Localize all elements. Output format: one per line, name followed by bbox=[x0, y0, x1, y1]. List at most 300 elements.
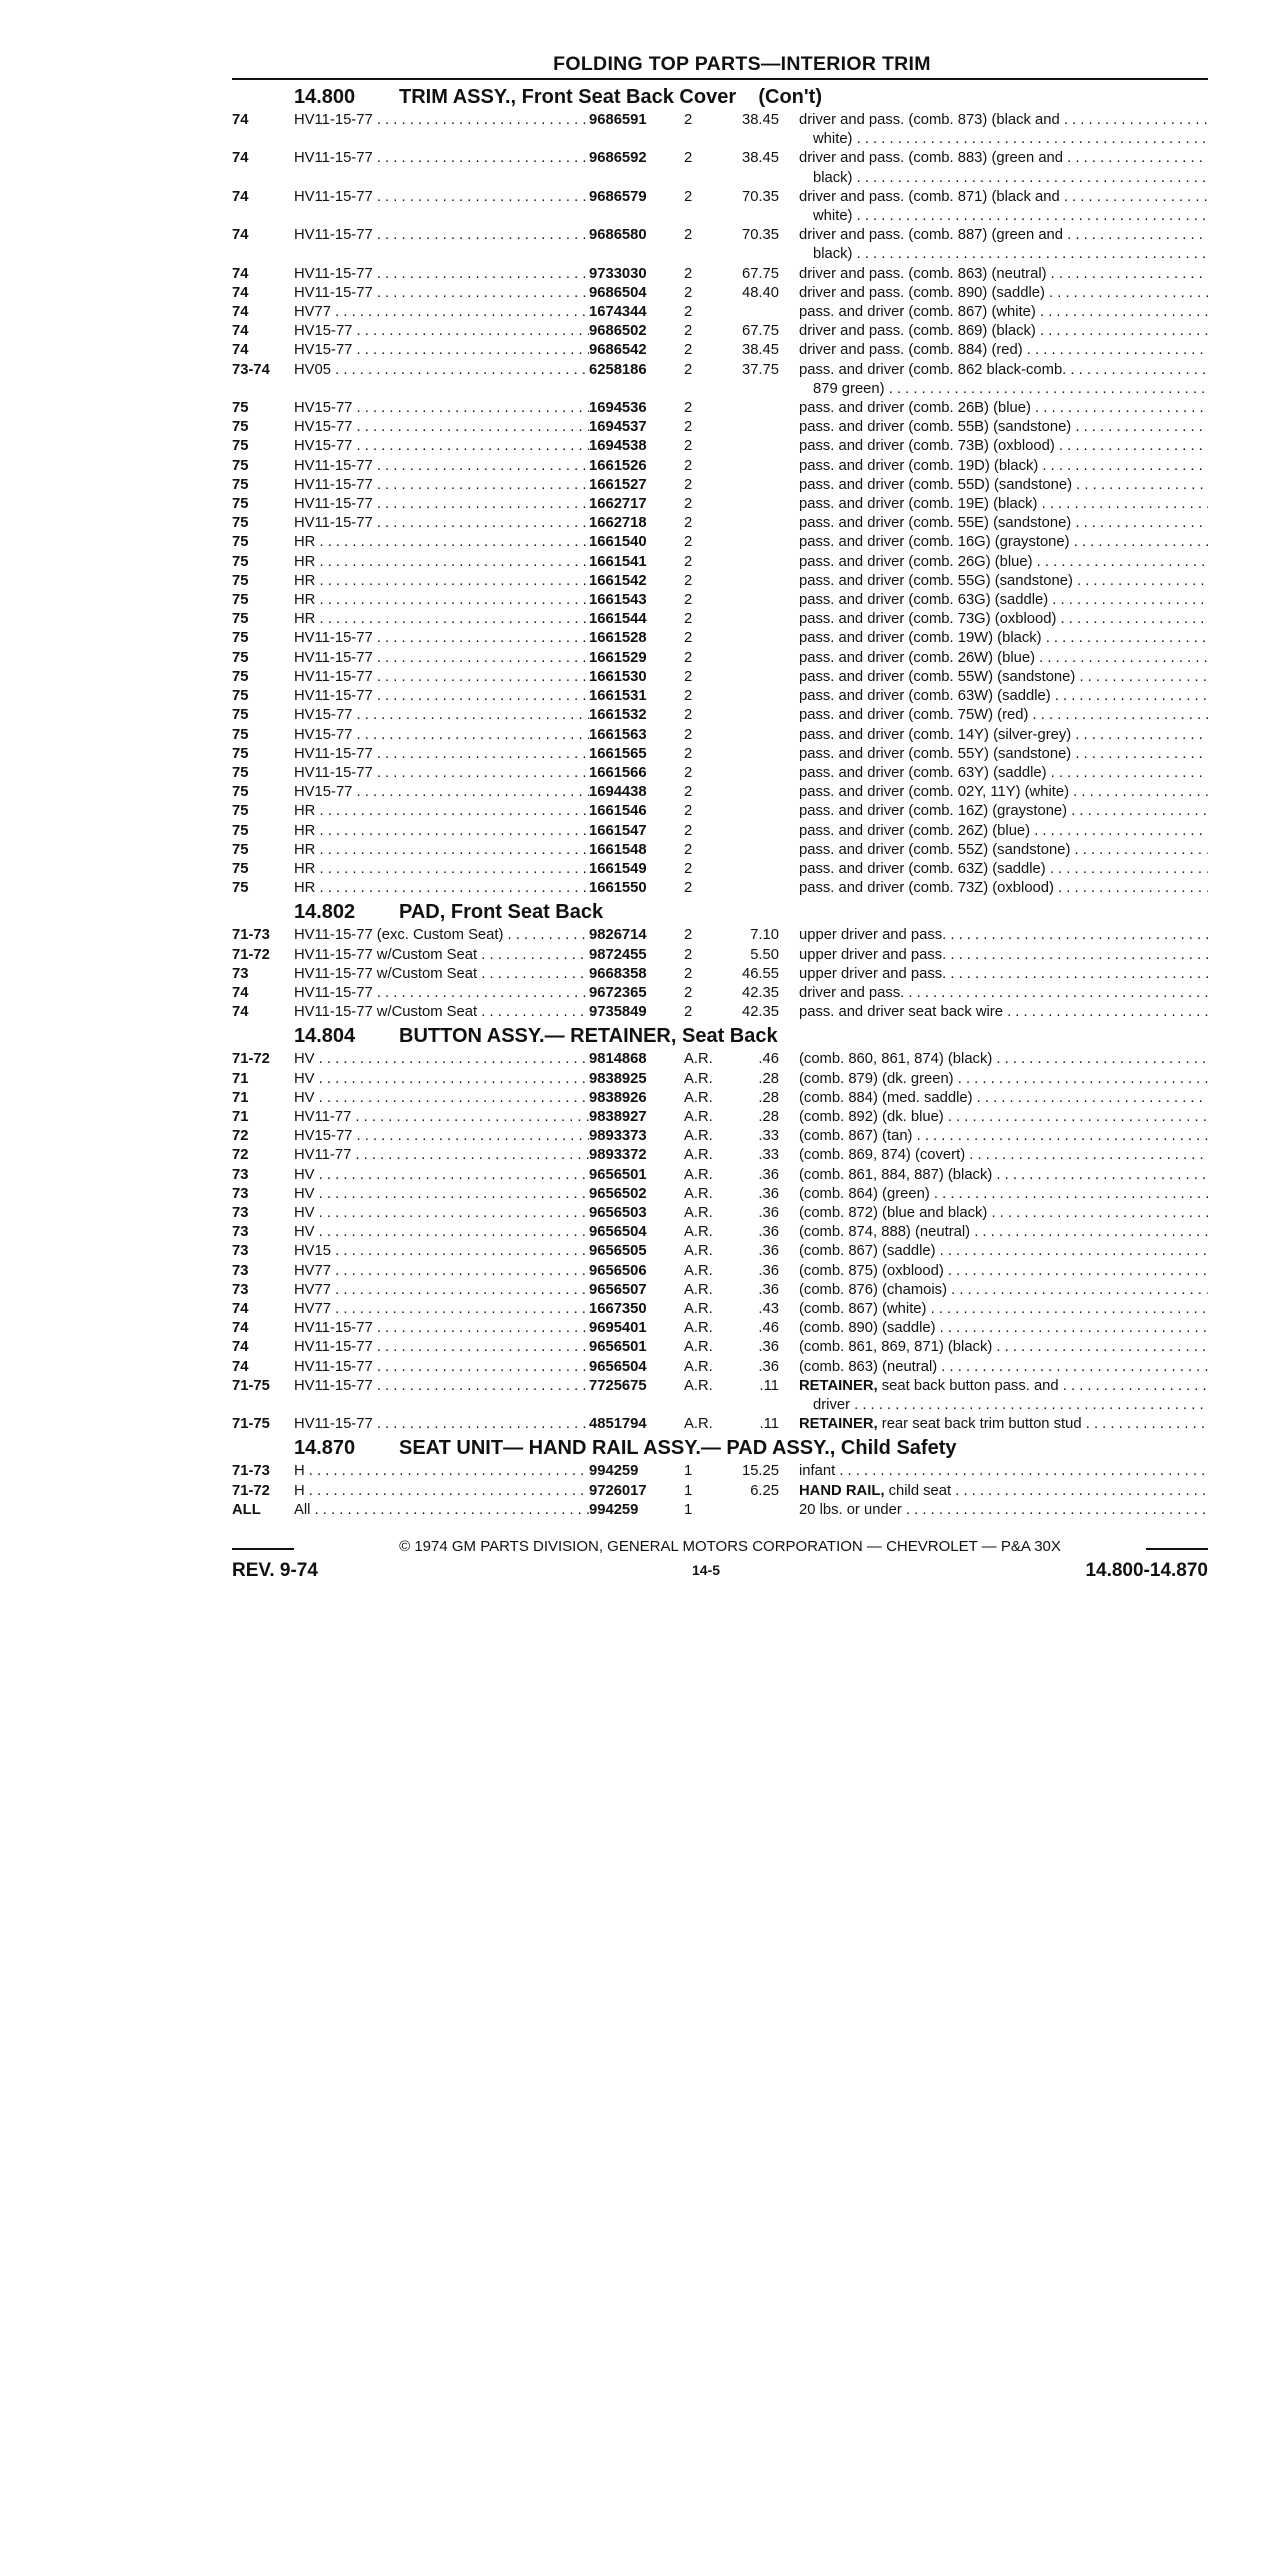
model-cell: HV . . . bbox=[294, 1185, 589, 1204]
catalog-page bbox=[232, 52, 1208, 1582]
footer-copyright: © 1974 GM PARTS DIVISION, GENERAL MOTORS CORPORATION — CHEVROLET — P&A 30X bbox=[399, 1538, 1061, 1556]
price-cell: .11 bbox=[759, 1416, 779, 1433]
description-text: driver and pass. (comb. 890) (saddle) bbox=[799, 284, 1045, 301]
year-cell: 72 bbox=[232, 1128, 249, 1145]
description-text: pass. and driver (comb. 16G) (graystone) bbox=[799, 534, 1070, 551]
description-text: pass. and driver (comb. 75W) (red) bbox=[799, 707, 1029, 724]
table-row bbox=[232, 341, 1208, 360]
part-number-cell: 9656507 bbox=[589, 1281, 647, 1298]
part-number-cell: 9672365 bbox=[589, 984, 647, 1001]
price-cell: .36 bbox=[758, 1339, 779, 1356]
table-row bbox=[232, 149, 1208, 187]
description-text: driver and pass. (comb. 883) (green and bbox=[799, 150, 1064, 167]
table-row bbox=[232, 764, 1208, 783]
description-text: (comb. 867) (white) bbox=[799, 1300, 927, 1317]
part-number-cell: 1661543 bbox=[589, 592, 647, 609]
table-row bbox=[232, 188, 1208, 226]
description-line bbox=[799, 572, 1208, 591]
table-row bbox=[232, 1070, 1208, 1089]
description-cell bbox=[799, 284, 1208, 303]
part-number-cell: 1661530 bbox=[589, 668, 647, 685]
year-cell: 74 bbox=[232, 112, 249, 128]
price-cell bbox=[719, 495, 799, 514]
price-cell: 67.75 bbox=[741, 323, 779, 340]
price-cell bbox=[719, 610, 799, 629]
price-cell: 7.10 bbox=[750, 927, 779, 944]
quantity-cell: 1 bbox=[684, 1501, 693, 1518]
price-cell: 46.55 bbox=[741, 965, 779, 982]
quantity-cell: A.R. bbox=[684, 1243, 713, 1260]
model-cell: HV11-15-77 . . . bbox=[294, 984, 589, 1003]
part-number-cell: 994259 bbox=[589, 1501, 639, 1518]
description-cell bbox=[799, 476, 1208, 495]
table-row bbox=[232, 1127, 1208, 1146]
part-number-cell: 1661566 bbox=[589, 764, 647, 781]
table-row bbox=[232, 1462, 1208, 1481]
price-cell bbox=[719, 764, 799, 783]
part-number-cell: 1662718 bbox=[589, 515, 647, 532]
description-line bbox=[799, 437, 1208, 456]
model-cell: HV11-15-77 . . . bbox=[294, 764, 589, 783]
quantity-cell: A.R. bbox=[684, 1281, 713, 1298]
price-cell bbox=[719, 802, 799, 821]
description-cell bbox=[799, 1482, 1208, 1501]
part-number-cell: 9735849 bbox=[589, 1004, 647, 1021]
price-cell: .36 bbox=[758, 1204, 779, 1221]
year-cell: 75 bbox=[232, 476, 249, 493]
table-row bbox=[232, 649, 1208, 668]
year-cell: 74 bbox=[232, 304, 249, 321]
year-cell: 74 bbox=[232, 265, 249, 282]
price-cell: 15.25 bbox=[741, 1463, 779, 1480]
part-number-cell: 9686504 bbox=[589, 284, 647, 301]
description-text: pass. and driver (comb. 14Y) (silver-grey) bbox=[799, 726, 1072, 743]
model-cell: HV . . . bbox=[294, 1050, 589, 1069]
part-number-cell: 9726017 bbox=[589, 1482, 647, 1499]
description-line bbox=[799, 1108, 1208, 1127]
description-line bbox=[799, 1396, 1208, 1415]
part-number-cell: 9656506 bbox=[589, 1262, 647, 1279]
model-cell: HV11-15-77 . . . bbox=[294, 514, 589, 533]
table-row bbox=[232, 1050, 1208, 1069]
description-text: upper driver and pass. bbox=[799, 946, 947, 963]
description-cell bbox=[799, 822, 1208, 841]
year-cell: 75 bbox=[232, 688, 249, 705]
quantity-cell: A.R. bbox=[684, 1416, 713, 1433]
description-cell bbox=[799, 149, 1208, 187]
model-cell: HV . . . bbox=[294, 1223, 589, 1242]
price-cell: 48.40 bbox=[741, 284, 779, 301]
price-cell: .36 bbox=[758, 1243, 779, 1260]
description-text: (comb. 890) (saddle) bbox=[799, 1320, 936, 1337]
price-cell: 6.25 bbox=[750, 1482, 779, 1499]
price-cell bbox=[719, 841, 799, 860]
year-cell: 74 bbox=[232, 1004, 249, 1021]
quantity-cell: A.R. bbox=[684, 1339, 713, 1356]
model-cell: HR . . . bbox=[294, 553, 589, 572]
price-cell: 70.35 bbox=[741, 188, 779, 205]
quantity-cell: 2 bbox=[684, 400, 693, 417]
description-line bbox=[799, 245, 1208, 264]
description-cell bbox=[799, 265, 1208, 284]
part-number-cell: 9656503 bbox=[589, 1204, 647, 1221]
quantity-cell: 1 bbox=[684, 1482, 693, 1499]
description-cell bbox=[799, 418, 1208, 437]
quantity-cell: A.R. bbox=[684, 1320, 713, 1337]
year-cell: 72 bbox=[232, 1147, 249, 1164]
price-cell: 42.35 bbox=[741, 984, 779, 1001]
year-cell: 75 bbox=[232, 764, 249, 781]
part-number-cell: 1661527 bbox=[589, 476, 647, 493]
model-cell: HV11-15-77 . . . bbox=[294, 476, 589, 495]
description-line bbox=[799, 1462, 1208, 1481]
description-line bbox=[799, 822, 1208, 841]
description-text: (comb. 874, 888) (neutral) bbox=[799, 1224, 971, 1241]
year-cell: 75 bbox=[232, 400, 249, 417]
description-line bbox=[799, 1070, 1208, 1089]
part-number-cell: 1661532 bbox=[589, 707, 647, 724]
quantity-cell: 2 bbox=[684, 965, 693, 982]
description-text: (comb. 867) (saddle) bbox=[799, 1243, 936, 1260]
model-cell: HV15-77 . . . bbox=[294, 726, 589, 745]
description-cell bbox=[799, 1358, 1208, 1377]
year-cell: 75 bbox=[232, 611, 249, 628]
year-cell: 74 bbox=[232, 150, 249, 167]
price-cell bbox=[719, 860, 799, 879]
quantity-cell: 2 bbox=[684, 304, 693, 321]
description-text: (comb. 884) (med. saddle) bbox=[799, 1089, 973, 1106]
table-row bbox=[232, 1501, 1208, 1520]
part-number-cell: 9668358 bbox=[589, 965, 647, 982]
description-line bbox=[799, 341, 1208, 360]
year-cell: 73 bbox=[232, 1185, 249, 1202]
table-row bbox=[232, 1415, 1208, 1434]
quantity-cell: 2 bbox=[684, 1004, 693, 1021]
quantity-cell: 2 bbox=[684, 927, 693, 944]
part-number-cell: 1661526 bbox=[589, 457, 647, 474]
description-line bbox=[799, 745, 1208, 764]
year-cell: 75 bbox=[232, 553, 249, 570]
model-cell: HR . . . bbox=[294, 572, 589, 591]
part-number-cell: 9733030 bbox=[589, 265, 647, 282]
model-cell: HV11-15-77 . . . bbox=[294, 745, 589, 764]
part-number-cell: 1661544 bbox=[589, 611, 647, 628]
table-row bbox=[232, 437, 1208, 456]
model-cell: HV11-15-77 . . . bbox=[294, 649, 589, 668]
quantity-cell: A.R. bbox=[684, 1070, 713, 1087]
description-line bbox=[799, 610, 1208, 629]
description-line bbox=[799, 764, 1208, 783]
year-cell: 73 bbox=[232, 965, 249, 982]
year-cell: 74 bbox=[232, 984, 249, 1001]
price-cell bbox=[719, 783, 799, 802]
description-line bbox=[799, 1358, 1208, 1377]
description-line bbox=[799, 130, 1208, 149]
year-cell: 71-73 bbox=[232, 1463, 270, 1480]
price-cell: .36 bbox=[758, 1281, 779, 1298]
part-number-cell: 1661542 bbox=[589, 572, 647, 589]
description-text: pass. and driver (comb. 862 black-comb. bbox=[799, 361, 1067, 378]
table-row bbox=[232, 1089, 1208, 1108]
part-number-cell: 9656505 bbox=[589, 1243, 647, 1260]
model-cell: HV . . . bbox=[294, 1089, 589, 1108]
model-cell: H . . . bbox=[294, 1482, 589, 1501]
description-cell bbox=[799, 879, 1208, 898]
model-cell: HV15-77 . . . bbox=[294, 399, 589, 418]
quantity-cell: 2 bbox=[684, 726, 693, 743]
price-cell: 38.45 bbox=[741, 342, 779, 359]
quantity-cell: 2 bbox=[684, 361, 693, 378]
description-text: (comb. 869, 874) (covert) bbox=[799, 1147, 966, 1164]
description-line bbox=[799, 1050, 1208, 1069]
year-cell: 73 bbox=[232, 1262, 249, 1279]
quantity-cell: A.R. bbox=[684, 1089, 713, 1106]
table-row bbox=[232, 226, 1208, 264]
description-cell bbox=[799, 1242, 1208, 1261]
table-row bbox=[232, 476, 1208, 495]
description-text: pass. and driver (comb. 55D) (sandstone) bbox=[799, 476, 1073, 493]
part-number-cell: 1667350 bbox=[589, 1300, 647, 1317]
description-line bbox=[799, 984, 1208, 1003]
quantity-cell: A.R. bbox=[684, 1262, 713, 1279]
table-row bbox=[232, 1146, 1208, 1165]
model-cell: HV11-15-77 . . . bbox=[294, 1319, 589, 1338]
price-cell: 38.45 bbox=[741, 150, 779, 167]
price-cell: .36 bbox=[758, 1166, 779, 1183]
section-suffix: (Con't) bbox=[758, 86, 822, 108]
model-cell: HR . . . bbox=[294, 841, 589, 860]
part-number-cell: 9686502 bbox=[589, 323, 647, 340]
part-number-cell: 994259 bbox=[589, 1463, 639, 1480]
model-cell: HV11-15-77 . . . bbox=[294, 226, 589, 264]
description-line bbox=[799, 706, 1208, 725]
price-cell: .36 bbox=[758, 1262, 779, 1279]
table-row bbox=[232, 1003, 1208, 1022]
description-cell bbox=[799, 1223, 1208, 1242]
model-cell: HR . . . bbox=[294, 822, 589, 841]
part-number-cell: 9656504 bbox=[589, 1358, 647, 1375]
description-line bbox=[799, 476, 1208, 495]
quantity-cell: 2 bbox=[684, 841, 693, 858]
description-line bbox=[799, 1204, 1208, 1223]
price-cell bbox=[719, 687, 799, 706]
description-text: white) bbox=[813, 208, 853, 225]
quantity-cell: 2 bbox=[684, 611, 693, 628]
description-line bbox=[799, 1281, 1208, 1300]
price-cell bbox=[719, 303, 799, 322]
price-cell: .36 bbox=[758, 1358, 779, 1375]
description-line bbox=[799, 303, 1208, 322]
description-line bbox=[799, 1127, 1208, 1146]
description-text: (comb. 861, 869, 871) (black) bbox=[799, 1339, 993, 1356]
price-cell: .46 bbox=[758, 1320, 779, 1337]
description-cell bbox=[799, 726, 1208, 745]
part-number-cell: 9656501 bbox=[589, 1339, 647, 1356]
part-number-cell: 1661565 bbox=[589, 745, 647, 762]
description-cell bbox=[799, 1377, 1208, 1415]
description-cell bbox=[799, 965, 1208, 984]
table-row bbox=[232, 495, 1208, 514]
model-cell: HV11-15-77 . . . bbox=[294, 284, 589, 303]
description-text: child seat bbox=[884, 1482, 952, 1499]
description-text: (comb. 864) (green) bbox=[799, 1185, 930, 1202]
table-row bbox=[232, 399, 1208, 418]
table-row bbox=[232, 1262, 1208, 1281]
model-cell: HV11-15-77 . . . bbox=[294, 495, 589, 514]
description-cell bbox=[799, 457, 1208, 476]
year-cell: 75 bbox=[232, 630, 249, 647]
model-cell: HV11-15-77 . . . bbox=[294, 629, 589, 648]
description-text: upper driver and pass. bbox=[799, 927, 947, 944]
description-line bbox=[799, 149, 1208, 168]
description-cell bbox=[799, 1319, 1208, 1338]
description-line bbox=[799, 111, 1208, 130]
description-cell bbox=[799, 533, 1208, 552]
year-cell: 74 bbox=[232, 1320, 249, 1337]
part-number-cell: 1661546 bbox=[589, 803, 647, 820]
model-cell: HV15-77 . . . bbox=[294, 783, 589, 802]
description-text: infant bbox=[799, 1463, 836, 1480]
price-cell bbox=[719, 399, 799, 418]
description-cell bbox=[799, 1415, 1208, 1434]
quantity-cell: 2 bbox=[684, 688, 693, 705]
price-cell bbox=[719, 629, 799, 648]
year-cell: 71-72 bbox=[232, 1482, 270, 1499]
part-number-cell: 1661528 bbox=[589, 630, 647, 647]
description-line bbox=[799, 926, 1208, 945]
description-cell bbox=[799, 111, 1208, 149]
price-cell bbox=[719, 822, 799, 841]
year-cell: 75 bbox=[232, 841, 249, 858]
quantity-cell: A.R. bbox=[684, 1166, 713, 1183]
description-line bbox=[799, 668, 1208, 687]
model-cell: HV11-15-77 w/Custom Seat . . . bbox=[294, 1003, 589, 1022]
price-cell: .33 bbox=[758, 1147, 779, 1164]
table-row bbox=[232, 706, 1208, 725]
quantity-cell: A.R. bbox=[684, 1128, 713, 1145]
description-cell bbox=[799, 1108, 1208, 1127]
part-number-cell: 9695401 bbox=[589, 1320, 647, 1337]
quantity-cell: A.R. bbox=[684, 1185, 713, 1202]
model-cell: HV . . . bbox=[294, 1166, 589, 1185]
table-row bbox=[232, 533, 1208, 552]
revision-label: REV. 9-74 bbox=[232, 1560, 318, 1582]
page-number: 14-5 bbox=[692, 1562, 721, 1579]
table-row bbox=[232, 265, 1208, 284]
quantity-cell: 2 bbox=[684, 515, 693, 532]
description-text: pass. and driver (comb. 55W) (sandstone) bbox=[799, 668, 1076, 685]
price-cell: 5.50 bbox=[750, 946, 779, 963]
model-cell: HV11-15-77 . . . bbox=[294, 1338, 589, 1357]
description-text: pass. and driver (comb. 63Y) (saddle) bbox=[799, 764, 1047, 781]
section-title: TRIM ASSY., Front Seat Back Cover bbox=[399, 86, 737, 108]
price-cell: 67.75 bbox=[741, 265, 779, 282]
quantity-cell: 2 bbox=[684, 880, 693, 897]
price-cell bbox=[719, 649, 799, 668]
description-line bbox=[799, 457, 1208, 476]
part-number-cell: 1694537 bbox=[589, 419, 647, 436]
year-cell: 73 bbox=[232, 1281, 249, 1298]
year-cell: 73 bbox=[232, 1166, 249, 1183]
part-number-cell: 9686579 bbox=[589, 188, 647, 205]
description-text: (comb. 867) (tan) bbox=[799, 1128, 913, 1145]
year-cell: 75 bbox=[232, 649, 249, 666]
description-cell bbox=[799, 802, 1208, 821]
description-line bbox=[799, 265, 1208, 284]
description-cell bbox=[799, 495, 1208, 514]
model-cell: HV77 . . . bbox=[294, 1262, 589, 1281]
description-line bbox=[799, 169, 1208, 188]
description-cell bbox=[799, 1089, 1208, 1108]
year-cell: 75 bbox=[232, 707, 249, 724]
year-cell: 71-72 bbox=[232, 1051, 270, 1068]
year-cell: 71 bbox=[232, 1108, 249, 1125]
description-line bbox=[799, 399, 1208, 418]
description-text: pass. and driver (comb. 63W) (saddle) bbox=[799, 688, 1051, 705]
description-line bbox=[799, 322, 1208, 341]
model-cell: HV15-77 . . . bbox=[294, 437, 589, 456]
description-cell bbox=[799, 764, 1208, 783]
page-title: FOLDING TOP PARTS—INTERIOR TRIM bbox=[553, 53, 931, 75]
description-text: driver and pass. (comb. 887) (green and bbox=[799, 227, 1064, 244]
price-cell bbox=[719, 553, 799, 572]
description-line bbox=[799, 1166, 1208, 1185]
model-cell: HV77 . . . bbox=[294, 1281, 589, 1300]
description-line bbox=[799, 533, 1208, 552]
description-text: pass. and driver (comb. 63G) (saddle) bbox=[799, 592, 1049, 609]
description-text: black) bbox=[813, 246, 853, 263]
year-cell: 75 bbox=[232, 592, 249, 609]
model-cell: HV15 . . . bbox=[294, 1242, 589, 1261]
section-title: BUTTON ASSY.— RETAINER, Seat Back bbox=[399, 1025, 778, 1048]
description-cell bbox=[799, 668, 1208, 687]
table-row bbox=[232, 1185, 1208, 1204]
price-cell bbox=[719, 533, 799, 552]
description-cell bbox=[799, 361, 1208, 399]
description-text: pass. and driver (comb. 26Z) (blue) bbox=[799, 822, 1031, 839]
model-cell: HV11-15-77 . . . bbox=[294, 1377, 589, 1415]
quantity-cell: A.R. bbox=[684, 1377, 713, 1394]
section-title: PAD, Front Seat Back bbox=[399, 901, 604, 924]
description-line bbox=[799, 879, 1208, 898]
model-cell: HR . . . bbox=[294, 610, 589, 629]
model-cell: HV11-15-77 w/Custom Seat . . . bbox=[294, 965, 589, 984]
price-cell bbox=[719, 745, 799, 764]
description-line bbox=[799, 553, 1208, 572]
price-cell: 38.45 bbox=[741, 112, 779, 128]
table-row bbox=[232, 1300, 1208, 1319]
price-cell bbox=[719, 706, 799, 725]
section-title: SEAT UNIT— HAND RAIL ASSY.— PAD ASSY., Child Safety bbox=[399, 1437, 957, 1460]
year-cell: 75 bbox=[232, 822, 249, 839]
year-cell: 74 bbox=[232, 323, 249, 340]
model-cell: HV11-15-77 . . . bbox=[294, 1415, 589, 1434]
part-number-cell: 1674344 bbox=[589, 304, 647, 321]
sections-container bbox=[232, 83, 1208, 1520]
description-cell bbox=[799, 1204, 1208, 1223]
description-line bbox=[799, 629, 1208, 648]
model-cell: HV15-77 . . . bbox=[294, 341, 589, 360]
description-cell bbox=[799, 1281, 1208, 1300]
table-row bbox=[232, 984, 1208, 1003]
description-prefix: HAND RAIL, bbox=[799, 1482, 885, 1499]
description-text: pass. and driver seat back wire bbox=[799, 1004, 1003, 1021]
description-cell bbox=[799, 946, 1208, 965]
year-cell: 73 bbox=[232, 1224, 249, 1241]
quantity-cell: 2 bbox=[684, 745, 693, 762]
model-cell: All . . . bbox=[294, 1501, 589, 1520]
description-text: driver and pass. (comb. 869) (black) bbox=[799, 323, 1036, 340]
